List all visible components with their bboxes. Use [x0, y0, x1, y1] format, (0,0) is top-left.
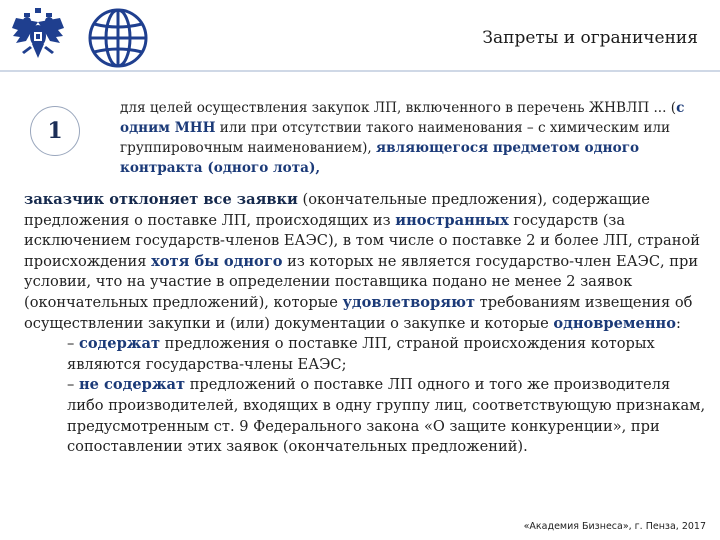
point-number-badge: [30, 106, 80, 156]
main-segment: :: [675, 314, 681, 332]
condition-dash: –: [67, 335, 79, 353]
point-segment: или при отсутствии такого наименования – с химическим или группировочным наименованием),: [120, 120, 671, 156]
point-segment-highlight: являющегося предметом одного контракта (одного лота),: [120, 140, 640, 176]
point-number: 1: [47, 118, 63, 144]
main-segment: из которых не является государство-член ЕАЭС, при условии, что на участие в определении поставщика подано не менее 2 заявок (окончательных предложений), которые: [24, 252, 699, 311]
page-title: Запреты и ограничения: [482, 28, 698, 48]
main-intro: [24, 190, 710, 334]
condition-item-1: [24, 334, 710, 375]
main-segment-highlight: хотя бы одного: [151, 252, 283, 270]
point-segment: для целей осуществления закупок ЛП, включенного в перечень ЖНВЛП ... (: [120, 100, 677, 116]
condition-item-2: [24, 375, 710, 457]
header-divider: [0, 70, 720, 72]
main-segment-highlight: заказчик отклоняет все заявки: [24, 191, 298, 208]
condition-dash: –: [67, 376, 79, 394]
main-paragraph: [24, 190, 710, 458]
point-text: [120, 98, 700, 178]
main-segment: государств (за исключением государств-членов ЕАЭС), в том числе о поставке 2 и более ЛП, страной происхождения: [24, 211, 700, 270]
globe-icon: [86, 6, 150, 70]
double-headed-eagle-emblem: [8, 6, 68, 66]
footer-credit: «Академия Бизнеса», г. Пенза, 2017: [523, 521, 706, 532]
main-segment-highlight: одновременно: [553, 314, 676, 332]
condition-keyword: не содержат: [78, 376, 186, 394]
condition-text: предложения о поставке ЛП, страной происхождения которых являются государства-члены ЕАЭС;: [67, 335, 655, 373]
point-segment-highlight: с одним МНН: [120, 100, 685, 136]
main-segment: (окончательные предложения), содержащие предложения о поставке ЛП, происходящих из: [24, 191, 650, 229]
condition-keyword: содержат: [78, 335, 161, 353]
main-segment-highlight: иностранных: [395, 211, 509, 229]
main-segment-highlight: удовлетворяют: [342, 293, 475, 311]
condition-text: предложений о поставке ЛП одного и того же производителя либо производителей, входящих в одну группу лиц, соответствующую признакам, предусмотренным ст. 9 Федерального закона «О защите конкуренции», при сопоставлении этих заявок (окончательных предложений).: [67, 376, 706, 456]
main-segment: требованиям извещения об осуществлении закупки и (или) документации о закупке и которые: [24, 293, 693, 332]
